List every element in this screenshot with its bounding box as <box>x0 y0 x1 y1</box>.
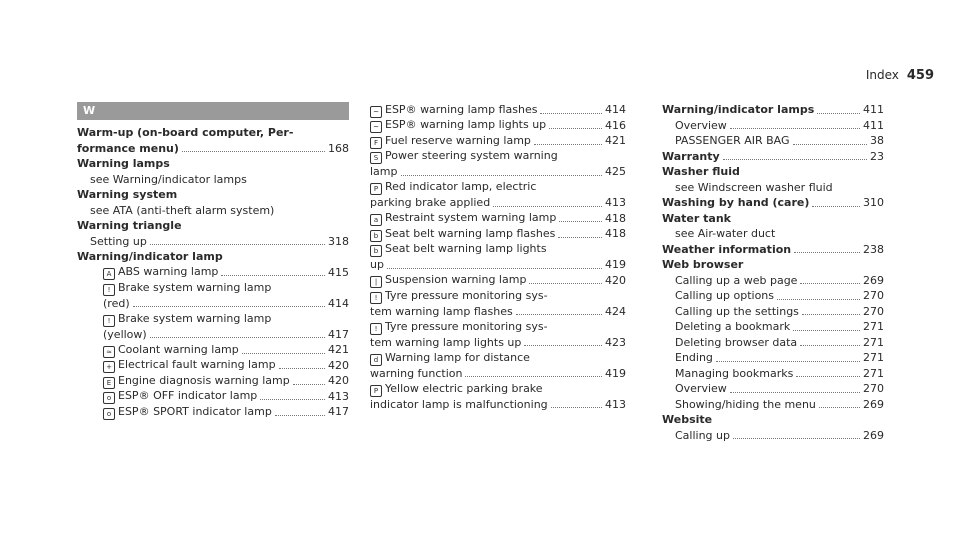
index-entry <box>77 373 349 389</box>
entry-text <box>103 373 290 389</box>
page-ref: 168 <box>328 141 349 155</box>
entry-label: Ending <box>675 351 713 364</box>
index-entry <box>77 234 349 250</box>
index-entry <box>77 156 349 172</box>
entry-text <box>370 335 521 351</box>
page-ref: 271 <box>863 320 884 333</box>
index-entry <box>662 118 884 134</box>
entry-label: Calling up a web page <box>675 273 798 287</box>
engine-icon: E <box>103 377 115 389</box>
entry-text <box>370 304 513 320</box>
dot-leader <box>793 330 860 331</box>
entry-text <box>662 257 743 273</box>
page-ref: 238 <box>863 242 884 256</box>
page-ref: 271 <box>863 366 884 380</box>
dot-leader <box>275 415 325 416</box>
entry-text <box>77 187 177 203</box>
entry-text <box>90 203 274 219</box>
index-entry <box>370 118 626 134</box>
dot-leader <box>465 376 602 377</box>
entry-text <box>662 211 731 227</box>
page-ref: 413 <box>328 389 349 403</box>
entry-label: Washing by hand (care) <box>662 196 810 209</box>
entry-label: Warranty <box>662 149 720 163</box>
airbag-icon: a <box>370 214 382 226</box>
dot-leader <box>493 206 602 207</box>
steering-icon: S <box>370 152 382 164</box>
entry-label: ESP® OFF indicator lamp <box>118 389 258 402</box>
index-entry <box>370 304 626 320</box>
entry-text <box>662 102 814 118</box>
entry-text <box>370 288 548 304</box>
index-entry <box>77 172 349 188</box>
entry-text <box>370 180 536 196</box>
index-column-1 <box>77 102 349 420</box>
index-entry <box>77 327 349 343</box>
page-ref: 310 <box>863 196 884 209</box>
entry-label: Coolant warning lamp <box>118 342 239 356</box>
page-ref: 270 <box>863 382 884 395</box>
entry-text <box>675 319 790 335</box>
entry-label: Tyre pressure monitoring sys- <box>385 319 548 333</box>
dot-leader <box>221 275 325 276</box>
dot-leader <box>777 299 860 300</box>
page-ref: 417 <box>328 327 349 341</box>
entry-label: Website <box>662 413 713 426</box>
index-entry <box>370 273 626 289</box>
entry-text <box>662 164 740 180</box>
index-entry <box>370 226 626 242</box>
index-entry <box>662 335 884 351</box>
esp-off-icon: o <box>103 392 115 404</box>
page-ref: 417 <box>328 405 349 418</box>
entry-label: Brake system warning lamp <box>118 311 272 325</box>
entry-label: Managing bookmarks <box>675 366 794 380</box>
index-entry <box>662 102 884 118</box>
entry-text <box>675 366 793 382</box>
coolant-icon: ≈ <box>103 346 115 358</box>
index-entry <box>662 164 884 180</box>
dot-leader <box>819 407 860 408</box>
entry-text <box>103 296 130 312</box>
page-ref: 418 <box>605 211 626 225</box>
entry-text <box>675 118 727 134</box>
entry-label: Engine diagnosis warning lamp <box>118 373 290 387</box>
index-entry <box>662 412 884 428</box>
entry-text <box>103 311 271 327</box>
page-ref: 414 <box>605 103 626 116</box>
index-column-3 <box>662 102 884 443</box>
index-entry <box>662 288 884 304</box>
dot-leader <box>182 151 325 152</box>
entry-label: Restraint system warning lamp <box>385 211 557 224</box>
index-entry <box>370 133 626 149</box>
index-entry <box>662 350 884 366</box>
dot-leader <box>817 113 860 114</box>
index-entry <box>662 180 884 196</box>
entry-text <box>370 257 384 273</box>
page-ref: 419 <box>605 258 626 271</box>
entry-text <box>103 389 257 405</box>
index-entry <box>370 242 626 258</box>
entry-label: Suspension warning lamp <box>385 273 527 286</box>
page-ref: 424 <box>605 304 626 318</box>
index-entry <box>77 265 349 281</box>
entry-text <box>90 234 147 250</box>
section-title: Index <box>865 68 899 82</box>
entry-text <box>370 118 546 134</box>
entry-text <box>370 211 556 227</box>
entry-text <box>370 149 558 165</box>
entry-text <box>370 133 531 149</box>
dot-leader <box>800 283 860 284</box>
esp-icon: ~ <box>370 106 382 118</box>
dot-leader <box>800 345 860 346</box>
entry-text <box>77 249 223 265</box>
parking-brake-icon: P <box>370 183 382 195</box>
index-entry <box>370 195 626 211</box>
entry-label: Electrical fault warning lamp <box>118 358 276 371</box>
dot-leader <box>534 144 602 145</box>
page-ref: 423 <box>605 335 626 349</box>
entry-label: Seat belt warning lamp flashes <box>385 226 556 240</box>
page-ref: 420 <box>328 374 349 387</box>
letter-band: W <box>77 102 349 120</box>
index-entry <box>77 404 349 420</box>
entry-label: lamp <box>370 165 398 178</box>
entry-text <box>675 133 790 149</box>
entry-text <box>370 195 490 211</box>
dot-leader <box>812 206 860 207</box>
dot-leader <box>551 407 602 408</box>
entry-text <box>675 288 774 304</box>
entry-label: Warning lamp for distance <box>385 350 530 364</box>
dot-leader <box>802 314 860 315</box>
entry-text <box>675 350 713 366</box>
entry-text <box>370 319 548 335</box>
index-entry <box>662 397 884 413</box>
entry-label: parking brake applied <box>370 196 491 209</box>
page-ref: 413 <box>605 397 626 411</box>
entry-label: Warning lamps <box>77 157 170 170</box>
page-ref: 418 <box>605 227 626 240</box>
dot-leader <box>730 392 860 393</box>
index-entry <box>662 211 884 227</box>
tyre-icon: ! <box>370 292 382 304</box>
dot-leader <box>401 175 603 176</box>
seatbelt-icon: b <box>370 245 382 257</box>
entry-text <box>370 381 543 397</box>
entry-text <box>77 125 293 141</box>
page-ref: 419 <box>605 366 626 380</box>
entry-label: see Warning/indicator lamps <box>90 172 247 186</box>
suspension-icon: | <box>370 276 382 288</box>
entry-label: Warm-up (on-board computer, Per- <box>77 126 294 139</box>
index-entry <box>370 350 626 366</box>
battery-icon: + <box>103 361 115 373</box>
dot-leader <box>730 128 860 129</box>
entry-label: Water tank <box>662 211 731 225</box>
index-entry <box>77 280 349 296</box>
dot-leader <box>540 113 602 114</box>
index-entry <box>370 102 626 118</box>
entry-text <box>103 280 271 296</box>
entry-label: Yellow electric parking brake <box>385 381 543 395</box>
entry-label: Washer fluid <box>662 165 740 178</box>
entry-label: see Windscreen washer fluid <box>675 180 833 194</box>
page-ref: 411 <box>863 103 884 116</box>
entry-label: PASSENGER AIR BAG <box>675 134 790 147</box>
entry-label: Deleting a bookmark <box>675 320 791 333</box>
index-entry <box>662 319 884 335</box>
page-ref: 269 <box>863 397 884 411</box>
index-entry <box>370 257 626 273</box>
index-entry <box>77 203 349 219</box>
dot-leader <box>529 283 602 284</box>
entry-label: Red indicator lamp, electric <box>385 180 537 193</box>
dot-leader <box>549 128 602 129</box>
entry-label: Tyre pressure monitoring sys- <box>385 288 548 302</box>
entry-text <box>103 358 276 374</box>
page-ref: 38 <box>870 134 884 147</box>
index-entry <box>77 311 349 327</box>
page-ref: 425 <box>605 165 626 178</box>
entry-text <box>370 397 548 413</box>
entry-label: Overview <box>675 382 727 395</box>
entry-label: ESP® SPORT indicator lamp <box>118 404 272 418</box>
index-entry <box>370 381 626 397</box>
entry-text <box>77 156 170 172</box>
entry-text <box>103 404 272 420</box>
index-entry <box>662 195 884 211</box>
entry-label: tem warning lamp flashes <box>370 304 513 318</box>
entry-label: Power steering system warning <box>385 149 558 162</box>
entry-label: warning function <box>370 366 463 380</box>
index-entry <box>662 226 884 242</box>
entry-label: Warning/indicator lamp <box>77 250 223 263</box>
index-entry <box>77 249 349 265</box>
esp-icon: ~ <box>370 121 382 133</box>
page-ref: 421 <box>605 134 626 147</box>
entry-label: see ATA (anti-theft alarm system) <box>90 203 275 217</box>
page-ref: 420 <box>605 273 626 287</box>
dot-leader <box>150 244 325 245</box>
brake-icon: ! <box>103 284 115 296</box>
abs-icon: A <box>103 268 115 280</box>
distance-icon: d <box>370 354 382 366</box>
index-entry <box>370 397 626 413</box>
index-entry <box>662 242 884 258</box>
index-entry <box>662 257 884 273</box>
entry-label: Warning triangle <box>77 219 182 232</box>
entry-label: Showing/hiding the menu <box>675 397 816 411</box>
index-entry <box>370 288 626 304</box>
entry-label: Warning/indicator lamps <box>662 103 815 116</box>
fuel-icon: F <box>370 137 382 149</box>
entry-text <box>103 327 147 343</box>
page-ref: 269 <box>863 428 884 442</box>
entry-label: (yellow) <box>103 327 147 341</box>
dot-leader <box>279 368 325 369</box>
entry-label: Calling up the settings <box>675 304 799 318</box>
index-entry <box>662 381 884 397</box>
entry-text <box>662 149 720 165</box>
brake-icon: ! <box>103 315 115 327</box>
entry-label: ESP® warning lamp lights up <box>385 118 547 131</box>
page-ref: 318 <box>328 234 349 248</box>
entry-label: Seat belt warning lamp lights <box>385 242 547 255</box>
dot-leader <box>150 337 325 338</box>
dot-leader <box>733 438 860 439</box>
entry-text <box>662 195 809 211</box>
dot-leader <box>794 252 860 253</box>
index-entry <box>662 149 884 165</box>
dot-leader <box>524 345 602 346</box>
entry-text <box>370 242 547 258</box>
dot-leader <box>723 159 867 160</box>
page-number: 459 <box>906 68 934 83</box>
entry-label: Overview <box>675 118 727 132</box>
dot-leader <box>133 306 325 307</box>
index-entry <box>370 335 626 351</box>
esp-off-icon: o <box>103 408 115 420</box>
entry-label: Calling up <box>675 428 730 442</box>
entry-text <box>675 428 730 444</box>
tyre-icon: ! <box>370 323 382 335</box>
entry-text <box>370 102 537 118</box>
page-ref: 270 <box>863 289 884 302</box>
index-entry <box>662 273 884 289</box>
entry-label: ABS warning lamp <box>118 265 219 278</box>
entry-text <box>675 226 775 242</box>
entry-label: see Air-water duct <box>675 227 776 240</box>
entry-text <box>662 412 712 428</box>
dot-leader <box>387 268 602 269</box>
dot-leader <box>716 361 860 362</box>
page-ref: 415 <box>328 265 349 279</box>
entry-text <box>370 226 555 242</box>
page-ref: 269 <box>863 273 884 287</box>
entry-label: Fuel reserve warning lamp <box>385 133 531 147</box>
entry-label: ESP® warning lamp flashes <box>385 102 538 116</box>
index-entry <box>77 358 349 374</box>
entry-label: Calling up options <box>675 289 775 302</box>
index-entry <box>370 319 626 335</box>
entry-text <box>675 397 816 413</box>
dot-leader <box>516 314 602 315</box>
dot-leader <box>242 353 325 354</box>
page-ref: 414 <box>328 296 349 310</box>
index-entry <box>662 304 884 320</box>
page-ref: 270 <box>863 304 884 318</box>
entry-text <box>675 335 797 351</box>
entry-label: tem warning lamp lights up <box>370 335 522 349</box>
entry-label: formance menu) <box>77 141 179 155</box>
dot-leader <box>260 399 325 400</box>
entry-text <box>90 172 247 188</box>
entry-text <box>370 273 526 289</box>
page-ref: 411 <box>863 118 884 132</box>
entry-text <box>675 304 799 320</box>
entry-text <box>370 164 398 180</box>
index-entry <box>77 389 349 405</box>
index-entry <box>662 428 884 444</box>
entry-label: Web browser <box>662 258 744 271</box>
entry-label: indicator lamp is malfunctioning <box>370 397 548 411</box>
index-entry <box>77 141 349 157</box>
entry-text <box>675 180 833 196</box>
entry-label: (red) <box>103 296 130 310</box>
index-entry <box>370 211 626 227</box>
seatbelt-icon: b <box>370 230 382 242</box>
page-header <box>866 68 934 83</box>
index-entry <box>77 296 349 312</box>
entry-label: Brake system warning lamp <box>118 280 272 294</box>
index-entry <box>662 133 884 149</box>
index-column-2 <box>370 102 626 412</box>
page-ref: 271 <box>863 351 884 364</box>
entry-text <box>77 141 179 157</box>
page-ref: 413 <box>605 196 626 209</box>
index-entry <box>370 149 626 165</box>
entry-text <box>675 381 727 397</box>
dot-leader <box>796 376 860 377</box>
page-ref: 421 <box>328 343 349 356</box>
entry-label: Setting up <box>90 234 147 248</box>
entry-text <box>370 350 530 366</box>
entry-label: Weather information <box>662 242 792 256</box>
index-entry <box>77 187 349 203</box>
entry-text <box>662 242 791 258</box>
entry-text <box>103 342 239 358</box>
page-ref: 271 <box>863 335 884 349</box>
entry-text <box>675 273 797 289</box>
dot-leader <box>559 221 602 222</box>
index-entry <box>77 342 349 358</box>
index-entry <box>370 180 626 196</box>
index-entry <box>77 125 349 141</box>
index-entry <box>370 164 626 180</box>
entry-label: up <box>370 258 384 271</box>
index-entry <box>370 366 626 382</box>
dot-leader <box>558 237 602 238</box>
page-ref: 416 <box>605 118 626 132</box>
entry-label: Deleting browser data <box>675 335 798 349</box>
parking-brake-icon: P <box>370 385 382 397</box>
dot-leader <box>793 144 867 145</box>
entry-text <box>103 265 218 281</box>
index-entry <box>662 366 884 382</box>
dot-leader <box>293 384 325 385</box>
index-entry <box>77 218 349 234</box>
entry-text <box>77 218 182 234</box>
entry-label: Warning system <box>77 188 178 201</box>
page-ref: 420 <box>328 358 349 372</box>
page-ref: 23 <box>870 149 884 163</box>
entry-text <box>370 366 462 382</box>
